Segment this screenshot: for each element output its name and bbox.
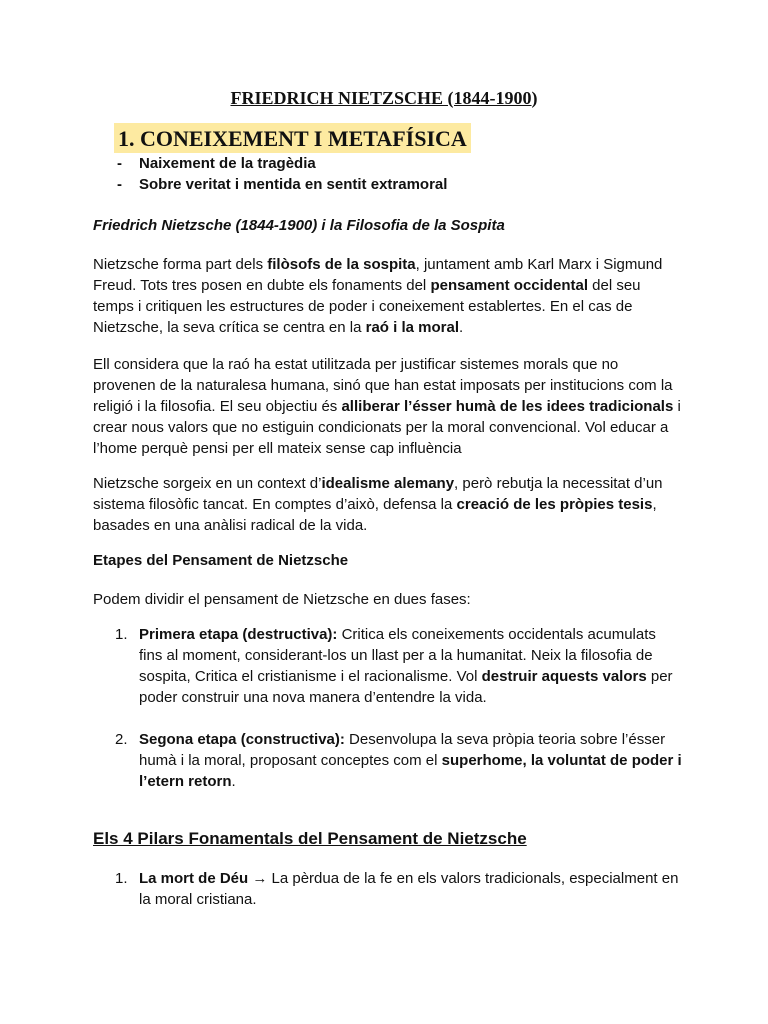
text-run: . xyxy=(459,319,464,336)
bold-text: filòsofs de la sospita xyxy=(267,256,416,273)
section-heading: 1. CONEIXEMENT I METAFÍSICA xyxy=(114,123,471,153)
document-title-suffix: ) xyxy=(531,88,538,108)
text-run: Desenvolupa la seva pròpia teoria sobre l’ésser humà i la moral, proposant conceptes com el xyxy=(139,731,666,769)
bold-text: destruir aquests valors xyxy=(481,668,647,685)
bold-text: creació de les pròpies tesis xyxy=(456,496,653,513)
pillar-number: 1. xyxy=(115,870,128,887)
topic-item xyxy=(117,153,447,174)
paragraph-sospita xyxy=(93,254,683,338)
bold-text: Segona etapa (constructiva): xyxy=(139,731,345,748)
stage-number: 2. xyxy=(115,731,128,748)
text-run: Ell considera que la raó ha estat utilitzada per justificar sistemes morals que no provenen de la naturalesa humana, sinó que han estat imposats per institucions com la religió i la filosofia. El seu objectiu és xyxy=(93,356,673,415)
text-run: Nietzsche forma part dels xyxy=(93,256,268,273)
text-run: → La pèrdua de la fe en els valors tradicionals, especialment en la moral cristiana. xyxy=(139,870,679,908)
topic-dash: - xyxy=(117,176,122,193)
stage-number: 1. xyxy=(115,626,128,643)
topic-list xyxy=(117,153,447,195)
paragraph-rao-moral xyxy=(93,354,683,459)
bold-text: raó i la moral xyxy=(365,319,459,336)
bold-text: alliberar l’ésser humà de les idees tradicionals xyxy=(341,398,674,415)
stages-intro: Podem dividir el pensament de Nietzsche en dues fases: xyxy=(93,591,471,608)
stage-text xyxy=(139,731,682,790)
pillars-list xyxy=(93,868,683,910)
document-title xyxy=(0,88,768,109)
bold-text: superhome, la voluntat de poder i l’etern retorn xyxy=(139,752,682,790)
stage-item xyxy=(93,729,683,792)
pillar-item xyxy=(93,868,683,910)
pillars-heading: Els 4 Pilars Fonamentals del Pensament de Nietzsche xyxy=(93,829,527,848)
text-run: , basades en una anàlisi radical de la vida. xyxy=(93,496,657,534)
paragraph-idealisme xyxy=(93,473,683,536)
pillar-text xyxy=(139,870,678,908)
bold-text: Primera etapa (destructiva): xyxy=(139,626,338,643)
bold-text: idealisme alemany xyxy=(321,475,455,492)
topic-item xyxy=(117,174,447,195)
text-run: Nietzsche sorgeix en un context d’ xyxy=(93,475,322,492)
stages-list xyxy=(93,624,683,708)
stage-item xyxy=(93,624,683,708)
sospita-subheading: Friedrich Nietzsche (1844-1900) i la Filosofia de la Sospita xyxy=(93,217,505,234)
bold-text: La mort de Déu xyxy=(139,870,249,887)
document-title-text: FRIEDRICH NIETZSCHE (1844-1900 xyxy=(230,88,532,108)
text-run: . xyxy=(231,773,236,790)
bold-text: pensament occidental xyxy=(430,277,588,294)
text-run: Critica els coneixements occidentals acumulats fins al moment, considerant-los un llast per a la humanitat. Neix la filosofia de sospita, Critica el cristianisme i el racionalisme. Vol xyxy=(139,626,656,685)
text-run: i crear nous valors que no estiguin condicionats per la moral convencional. Vol educar a l’home perquè pensi per ell mateix sense cap influència xyxy=(93,398,681,457)
topic-label: Naixement de la tragèdia xyxy=(139,155,316,172)
topic-dash: - xyxy=(117,155,122,172)
text-run: , però rebutja la necessitat d’un sistema filosòfic tancat. En comptes d’això, defensa la xyxy=(93,475,663,513)
text-run: per poder construir una nova manera d’entendre la vida. xyxy=(139,668,673,706)
text-run: , juntament amb Karl Marx i Sigmund Freud. Tots tres posen en dubte els fonaments del xyxy=(93,256,663,294)
stages-heading: Etapes del Pensament de Nietzsche xyxy=(93,552,349,569)
text-run: del seu temps i critiquen les estructures de poder i coneixement establertes. En el cas de Nietzsche, la seva crítica se centra en la xyxy=(93,277,641,336)
stage-text xyxy=(139,626,673,706)
stages-list xyxy=(93,729,683,792)
topic-label: Sobre veritat i mentida en sentit extramoral xyxy=(139,176,448,193)
